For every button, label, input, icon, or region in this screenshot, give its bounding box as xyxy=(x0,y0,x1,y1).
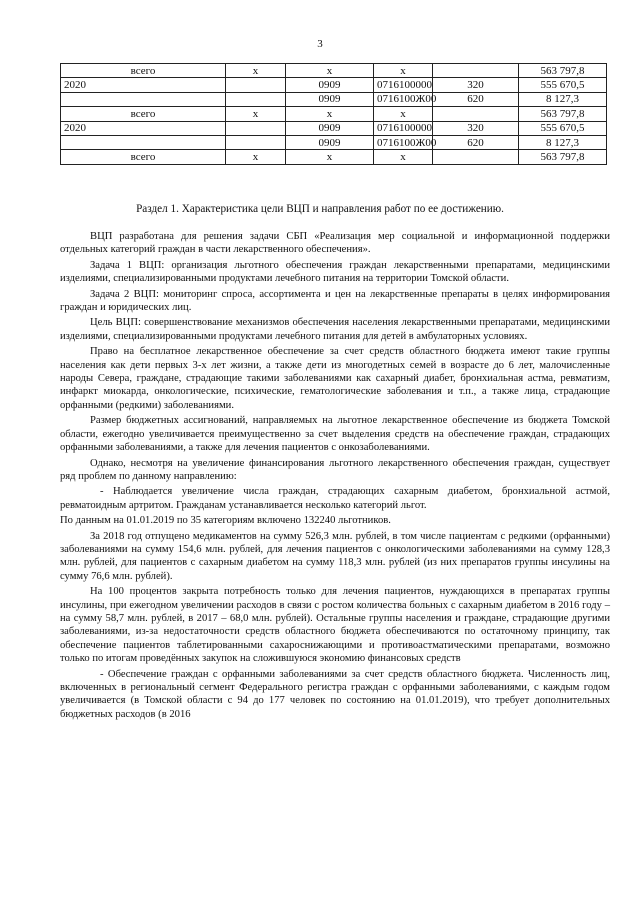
table-cell: x xyxy=(374,107,433,121)
table-cell: 0909 xyxy=(286,78,374,92)
table-cell: 563 797,8 xyxy=(519,64,607,78)
table-cell: x xyxy=(286,150,374,164)
table-cell xyxy=(433,64,519,78)
table-cell xyxy=(226,78,286,92)
table-cell: 0716100Ж00 xyxy=(374,135,433,149)
table-cell: x xyxy=(226,107,286,121)
table-cell xyxy=(433,150,519,164)
table-cell: 2020 xyxy=(61,78,226,92)
table-cell xyxy=(226,135,286,149)
body-text xyxy=(60,230,610,723)
table-cell: 320 xyxy=(433,121,519,135)
paragraph: Однако, несмотря на увеличение финансирования льготного лекарственного обеспечения граждан, существует ряд проблем по данному направлению: xyxy=(60,457,610,482)
table-cell: 0909 xyxy=(286,135,374,149)
table-cell: 0716100Ж00 xyxy=(374,92,433,106)
table-cell: 0909 xyxy=(286,92,374,106)
table-cell: 8 127,3 xyxy=(519,135,607,149)
table-cell: 555 670,5 xyxy=(519,78,607,92)
table-cell: x xyxy=(226,150,286,164)
paragraph: По данным на 01.01.2019 по 35 категориям включено 132240 льготников. xyxy=(60,515,391,527)
table-cell xyxy=(61,135,226,149)
paragraph: За 2018 год отпущено медикаментов на сумму 526,3 млн. рублей, в том числе пациентам с редкими (орфанными) заболеваниями на сумму 154,6 млн. рублей, для лечения пациентов с онкологическими заболеваниями на сумму 128,3 млн. рублей, для пациентов с сахарным диабетом на сумму 118,3 млн. рублей (из них препаратов группы инсулины на сумму 76,6 млн. рублей). xyxy=(60,530,610,582)
table-row xyxy=(61,107,607,121)
table-cell: 0716100000 xyxy=(374,121,433,135)
table-cell: x xyxy=(374,150,433,164)
table-cell: всего xyxy=(61,150,226,164)
table-cell: x xyxy=(286,64,374,78)
table-row xyxy=(61,64,607,78)
table-row xyxy=(61,135,607,149)
table-cell: 563 797,8 xyxy=(519,107,607,121)
paragraph: Цель ВЦП: совершенствование механизмов обеспечения населения лекарственными препаратами, медицинскими изделиями, специализированными продуктами лечебного питания для детей в амбулаторных условиях. xyxy=(60,317,610,342)
table-cell: x xyxy=(226,64,286,78)
table-cell xyxy=(433,107,519,121)
table-cell: всего xyxy=(61,64,226,78)
table-cell: 0716100000 xyxy=(374,78,433,92)
table-cell: 2020 xyxy=(61,121,226,135)
table-cell: x xyxy=(286,107,374,121)
table-cell: 620 xyxy=(433,135,519,149)
table-cell: 320 xyxy=(433,78,519,92)
table-row xyxy=(61,121,607,135)
table-cell: 555 670,5 xyxy=(519,121,607,135)
table-cell: всего xyxy=(61,107,226,121)
paragraph: Размер бюджетных ассигнований, направляемых на льготное лекарственное обеспечение из бюджета Томской области, ежегодно увеличивается преимущественно за счет выделения средств на обеспечение граждан, страдающих орфанными заболеваниями, а также для лечения пациентов с онкозаболеваниями. xyxy=(60,415,610,454)
paragraph: - Наблюдается увеличение числа граждан, страдающих сахарным диабетом, бронхиальной астмой, ревматоидным артритом. Гражданам устанавливается несколько категорий льгот. xyxy=(60,486,610,511)
table-row xyxy=(61,150,607,164)
table-cell xyxy=(226,121,286,135)
paragraph: Задача 1 ВЦП: организация льготного обеспечения граждан лекарственными препаратами, медицинскими изделиями, специализированными продуктами лечебного питания на территории Томской области. xyxy=(60,259,610,285)
table-cell: x xyxy=(374,64,433,78)
table-cell xyxy=(61,92,226,106)
table-cell: 620 xyxy=(433,92,519,106)
section-title: Раздел 1. Характеристика цели ВЦП и направления работ по ее достижению. xyxy=(136,203,504,215)
paragraph: Право на бесплатное лекарственное обеспечение за счет средств областного бюджета имеют такие группы населения как дети первых 3-х лет жизни, а также дети из многодетных семей в возрасте до 6 лет, малочисленные народы Севера, граждане, страдающие такими заболеваниями как сахарный диабет, бронхиальная астма, ревматизм, инфаркт миокарда, онкологические, психические, гематологические заболевания и т.п., а также лица, страдающие орфанными (редкими) заболеваниями. xyxy=(60,346,610,411)
paragraph: На 100 процентов закрыта потребность только для лечения пациентов, нуждающихся в препаратах группы инсулины, при ежегодном увеличении расходов в связи с ростом количества больных с сахарным диабетом в 2016 году – на сумму 58,7 млн. рублей, в 2017 – 68,0 млн. рублей). Остальные группы населения и граждане, страдающие другими заболеваниями, из-за недостаточности средств областного бюджета обеспечиваются по остаточному принципу, так обеспечение пациентов таблетированными сахароснижающими и противоастматическими препаратами, возможно только по итогам проведённых закупок на сложившуюся экономию финансовых средств xyxy=(60,586,610,665)
table-cell xyxy=(226,92,286,106)
paragraph: - Обеспечение граждан с орфанными заболеваниями за счет средств областного бюджета. Численность лиц, включенных в региональный сегмент Федерального регистра граждан с орфанными заболеваниями, с каждым годом увеличивается (в Томской области с 94 до 177 человек по состоянию на 01.01.2019), что требует дополнительных бюджетных расходов (в 2016 xyxy=(60,668,610,720)
page-number: 3 xyxy=(317,38,323,50)
funding-table xyxy=(60,63,607,165)
table-cell: 8 127,3 xyxy=(519,92,607,106)
paragraph: ВЦП разработана для решения задачи СБП «Реализация мер социальной и информационной поддержки отдельных категорий граждан в части лекарственного обеспечения». xyxy=(60,231,610,256)
table-cell: 563 797,8 xyxy=(519,150,607,164)
table-cell: 0909 xyxy=(286,121,374,135)
paragraph: Задача 2 ВЦП: мониторинг спроса, ассортимента и цен на лекарственные препараты в целях информирования граждан и юридических лиц. xyxy=(60,288,610,314)
table-row xyxy=(61,92,607,106)
table-row xyxy=(61,78,607,92)
